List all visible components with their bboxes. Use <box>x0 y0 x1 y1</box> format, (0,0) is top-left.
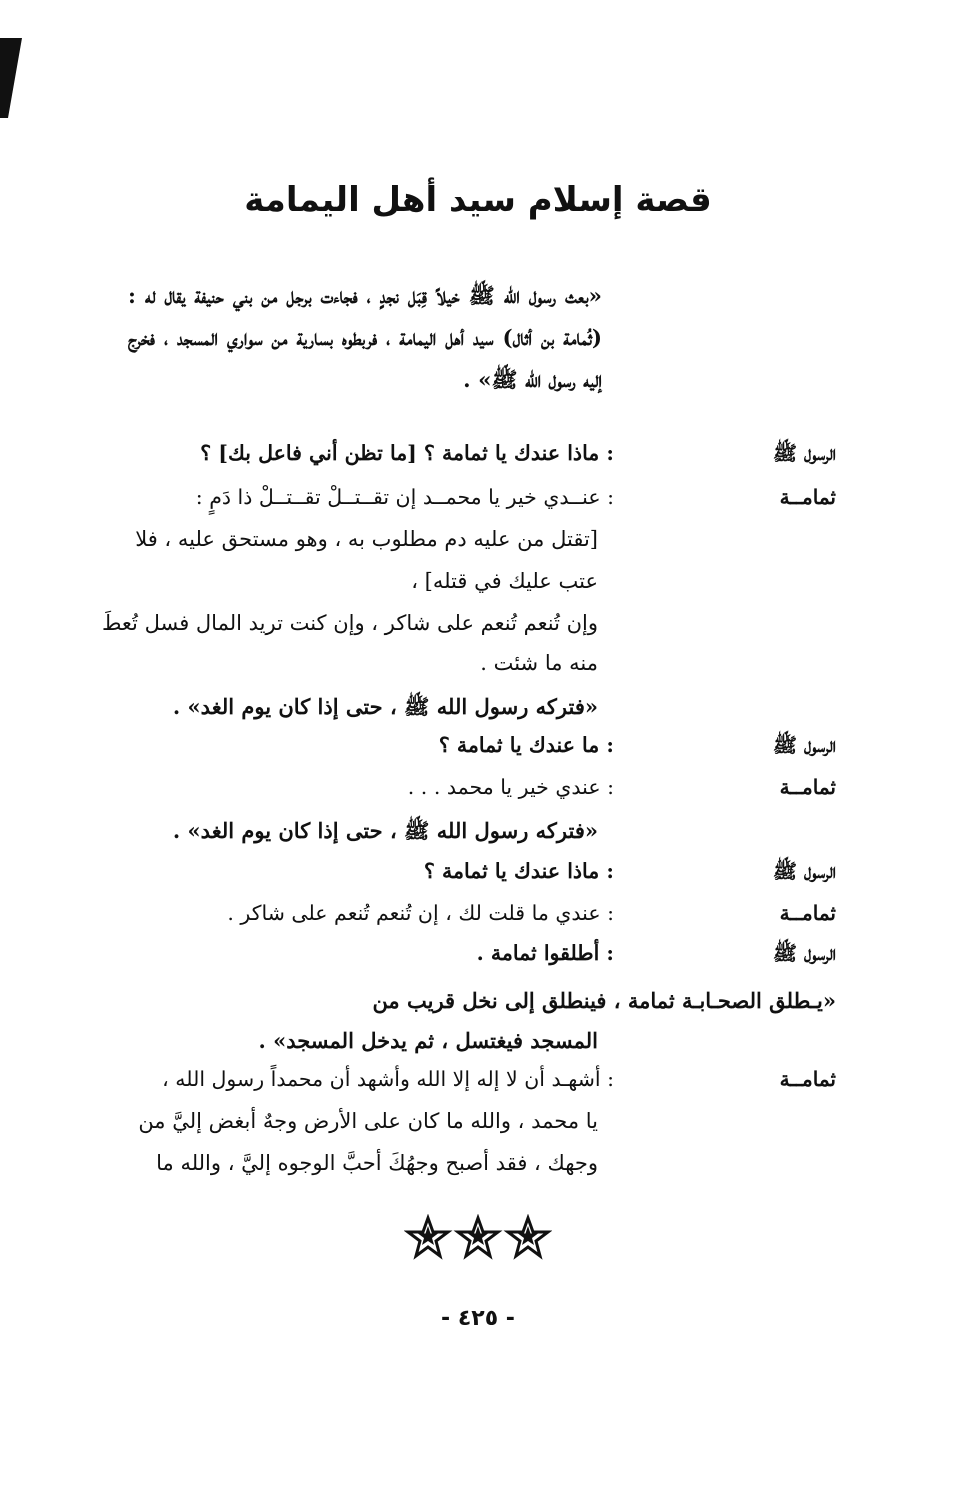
speaker-thumama: ثمامــة <box>779 1067 836 1091</box>
speaker-rasul: الرسول ﷺ <box>772 733 836 757</box>
star-icon <box>408 1218 448 1256</box>
dialogue-line: : أشهـد أن لا إله إلا الله وأشهد أن محمداً رسول الله ، <box>162 1067 614 1091</box>
narration-line: «يـطلق الصحـابـة ثمامة ، فينطلق إلى نخل قريب من <box>372 988 836 1013</box>
stars-divider <box>404 1214 552 1264</box>
star-icon <box>508 1218 548 1256</box>
dialogue-line: : عندي ما قلت لك ، إن تُنعم تُنعم على شاكر . <box>227 901 614 925</box>
speaker-thumama: ثمامــة <box>779 901 836 925</box>
dialogue-line: : ماذا عندك يا ثمامة ؟ <box>424 859 614 883</box>
narration-line: المسجد فيغتسل ، ثم يدخل المسجد» . <box>258 1028 598 1053</box>
narration-line: «فتركه رسول الله ﷺ ، حتى إذا كان يوم الغد» . <box>172 694 598 719</box>
intro-paragraph: «بعث رسول الله ﷺ خيلاً قِبَل نجدٍ ، فجاءت برجل من بني حنيفة يقال له : (ثُمامة بن أثال) سيد أهل اليمامة ، فربطوه بسارية من سواري المسجد ، فخرج إليه رسول الله ﷺ» . <box>128 284 602 393</box>
dialogue-continuation: يا محمد ، والله ما كان على الأرض وجهٌ أبغض إليَّ من <box>138 1109 598 1133</box>
dialogue-line: : ما عندك يا ثمامة ؟ <box>438 733 614 757</box>
dialogue-continuation: [تقتل من عليه دم مطلوب به ، وهو مستحق عليه ، فلا <box>135 527 598 551</box>
dialogue-continuation: عتب عليك في قتله] ، <box>411 569 598 593</box>
speaker-rasul: الرسول ﷺ <box>772 941 836 965</box>
dialogue-line: : ماذا عندك يا ثمامة ؟ [ما تظن أني فاعل بك] ؟ <box>200 441 614 465</box>
dialogue-continuation: وجهك ، فقد أصبح وجهُكَ أحبَّ الوجوه إليَّ ، والله ما <box>156 1151 598 1175</box>
dialogue-continuation: منه ما شئت . <box>480 651 598 675</box>
dialogue-line: : عندي خير يا محمد . . . <box>407 775 614 799</box>
page-number: - ٤٢٥ - <box>441 1306 515 1331</box>
dialogue-continuation: وإن تُنعم تُنعم على شاكر ، وإن كنت تريد المال فسل تُعطَ <box>101 611 598 635</box>
speaker-rasul: الرسول ﷺ <box>772 441 836 465</box>
corner-mark <box>0 38 24 118</box>
narration-line: «فتركه رسول الله ﷺ ، حتى إذا كان يوم الغد» . <box>172 818 598 843</box>
star-icon <box>458 1218 498 1256</box>
dialogue-line: : أطلقوا ثمامة . <box>476 941 614 965</box>
speaker-thumama: ثمامــة <box>779 485 836 509</box>
dialogue-line: : عنــدي خير يا محمــد إن تقــتــلْ تقــتــلْ ذا دَمٍ : <box>195 485 614 509</box>
speaker-rasul: الرسول ﷺ <box>772 859 836 883</box>
page-title: قصة إسلام سيد أهل اليمامة <box>244 180 712 220</box>
speaker-thumama: ثمامــة <box>779 775 836 799</box>
